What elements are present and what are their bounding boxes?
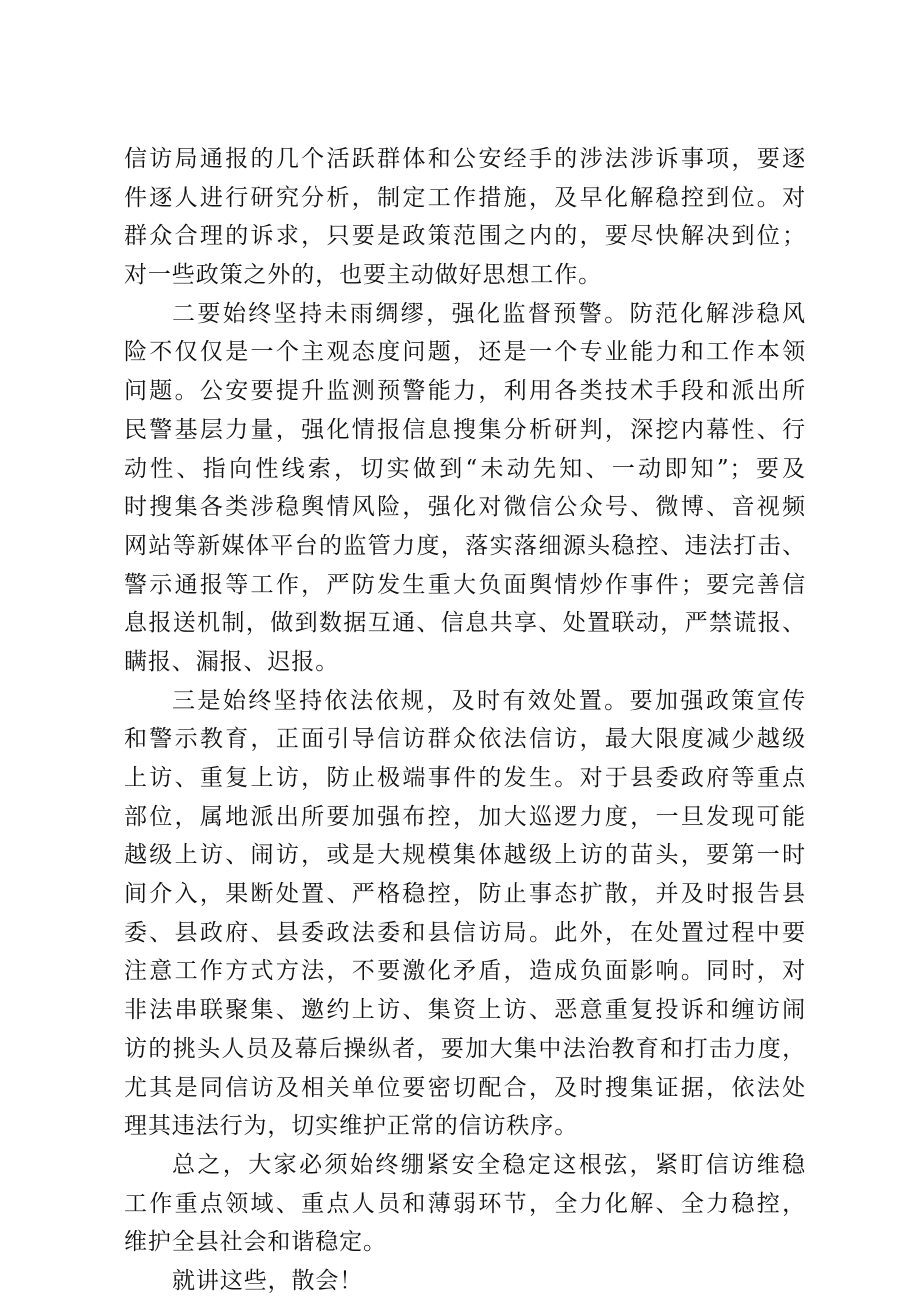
text-line: 险不仅仅是一个主观态度问题，还是一个专业能力和工作本领 [124,339,806,366]
text-line: 三是始终坚持依法依规，及时有效处置。要加强政策宣传 [172,687,806,714]
text-line: 民警基层力量，强化情报信息搜集分析研判，深挖内幕性、行 [124,416,806,443]
document-body [124,140,806,1301]
text-line: 总之，大家必须始终绷紧安全稳定这根弦，紧盯信访维稳 [172,1151,806,1178]
text-line: 警示通报等工作，严防发生重大负面舆情炒作事件；要完善信 [124,571,806,598]
text-line: 部位，属地派出所要加强布控，加大巡逻力度，一旦发现可能 [124,803,806,830]
paragraph-5 [124,1262,806,1301]
text-line: 上访、重复上访，防止极端事件的发生。对于县委政府等重点 [124,765,806,791]
text-line: 息报送机制，做到数据互通、信息共享、处置联动，严禁谎报、 [124,610,806,637]
text-line: 群众合理的诉求，只要是政策范围之内的，要尽快解决到位； [124,223,806,250]
text-line: 二要始终坚持未雨绸缪，强化监督预警。防范化解涉稳风 [172,300,806,327]
text-line: 委、县政府、县委政法委和县信访局。此外，在处置过程中要 [124,919,806,946]
text-line: 问题。公安要提升监测预警能力，利用各类技术手段和派出所 [124,378,806,405]
text-line: 时搜集各类涉稳舆情风险，强化对微信公众号、微博、音视频 [124,494,806,521]
text-line: 工作重点领域、重点人员和薄弱环节，全力化解、全力稳控， [124,1190,806,1217]
paragraph-2 [124,295,806,682]
text-line: 非法串联聚集、邀约上访、集资上访、恶意重复投诉和缠访闹 [124,997,806,1024]
text-line: 维护全县社会和谐稳定。 [124,1229,387,1256]
text-line: 越级上访、闹访，或是大规模集体越级上访的苗头，要第一时 [124,842,806,869]
text-line: 和警示教育，正面引导信访群众依法信访，最大限度减少越级 [124,726,806,753]
text-line: 对一些政策之外的，也要主动做好思想工作。 [124,262,602,289]
text-line: 访的挑头人员及幕后操纵者，要加大集中法治教育和打击力度， [124,1035,806,1062]
text-line: 间介入，果断处置、严格稳控，防止事态扩散，并及时报告县 [124,881,806,908]
text-line: 理其违法行为，切实维护正常的信访秩序。 [124,1113,579,1140]
paragraph-3 [124,682,806,1146]
text-line: 网站等新媒体平台的监管力度，落实落细源头稳控、违法打击、 [124,532,806,559]
text-line: 信访局通报的几个活跃群体和公安经手的涉法涉诉事项，要逐 [124,146,806,172]
closing-line: 就讲这些，散会！ [172,1267,364,1294]
text-line: 注意工作方式方法，不要激化矛盾，造成负面影响。同时，对 [124,958,806,985]
text-line: 件逐人进行研究分析，制定工作措施，及早化解稳控到位。对 [124,184,806,211]
paragraph-4 [124,1146,806,1262]
text-line: 尤其是同信访及相关单位要密切配合，及时搜集证据，依法处 [124,1074,806,1101]
paragraph-1 [124,140,806,295]
text-line: 动性、指向性线索，切实做到“未动先知、一动即知”；要及 [124,455,806,482]
text-line: 瞒报、漏报、迟报。 [124,648,340,675]
